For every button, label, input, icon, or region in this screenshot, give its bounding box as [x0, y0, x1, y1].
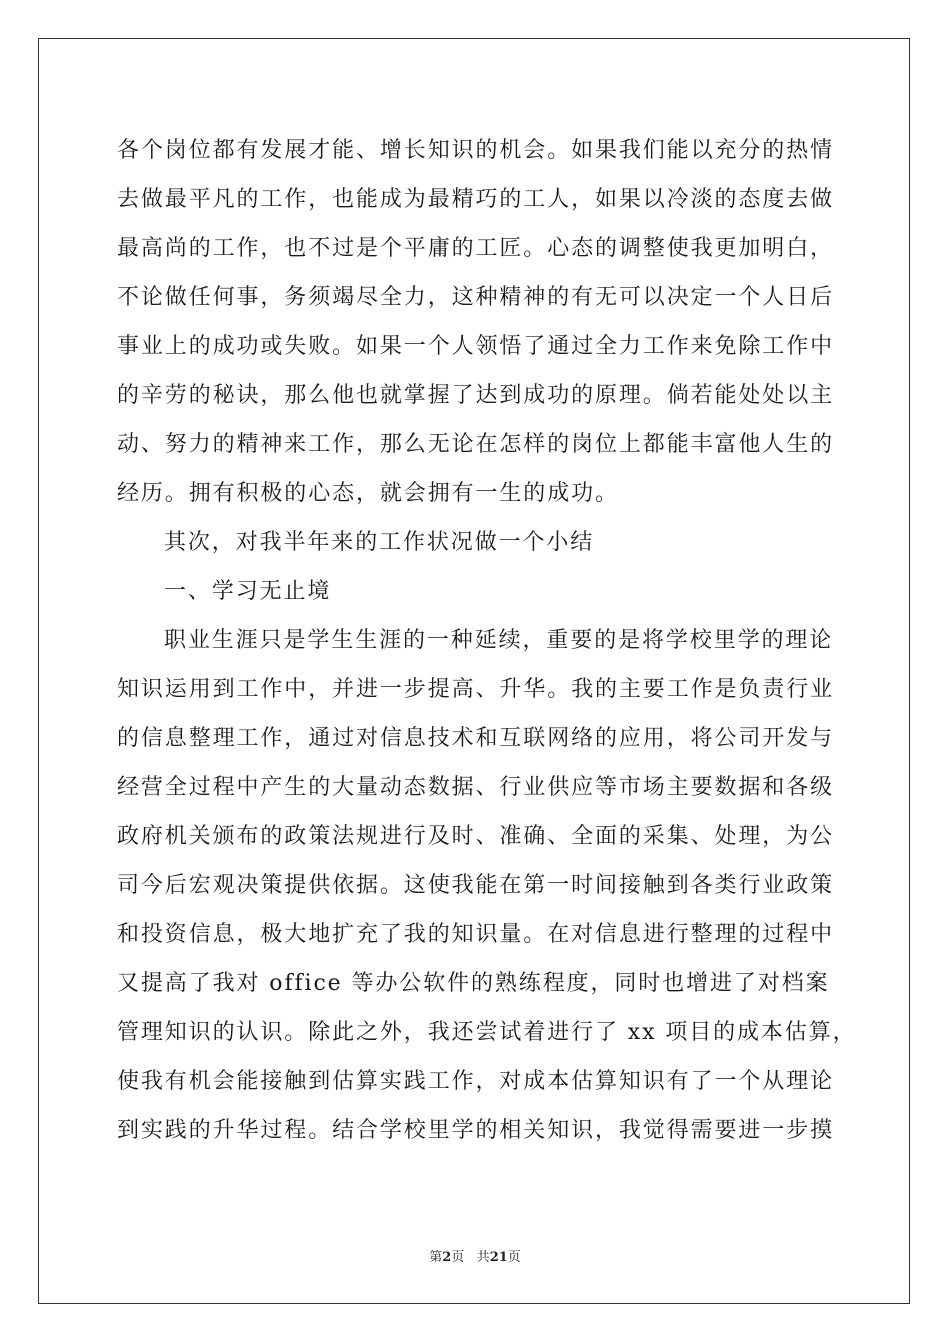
- total-prefix: 共: [476, 1250, 490, 1265]
- text-line: 和投资信息，极大地扩充了我的知识量。在对信息进行整理的过程中: [117, 922, 835, 947]
- text-line: 的信息整理工作，通过对信息技术和互联网络的应用，将公司开发与: [117, 726, 835, 751]
- page-footer: [0, 1246, 950, 1265]
- document-body: [117, 126, 857, 1155]
- text-line: 知识运用到工作中，并进一步提高、升华。我的主要工作是负责行业: [117, 677, 835, 702]
- text-line: 政府机关颁布的政策法规进行及时、准确、全面的采集、处理，为公: [117, 824, 835, 849]
- text-line: 的辛劳的秘诀，那么他也就掌握了达到成功的原理。倘若能处处以主: [117, 383, 835, 408]
- section-intro-line: 其次，对我半年来的工作状况做一个小结: [164, 530, 595, 555]
- text-line: 管理知识的认识。除此之外，我还尝试着进行了 xx 项目的成本估算，: [117, 1020, 857, 1045]
- text-line: 经营全过程中产生的大量动态数据、行业供应等市场主要数据和各级: [117, 775, 835, 800]
- total-suffix: 页: [507, 1250, 521, 1265]
- text-line: 去做最平凡的工作，也能成为最精巧的工人，如果以冷淡的态度去做: [117, 187, 835, 212]
- text-line: 到实践的升华过程。结合学校里学的相关知识，我觉得需要进一步摸: [117, 1118, 835, 1143]
- text-line: 事业上的成功或失败。如果一个人领悟了通过全力工作来免除工作中: [117, 334, 835, 359]
- page-prefix: 第: [429, 1250, 443, 1265]
- section-heading: 一、学习无止境: [164, 579, 332, 604]
- paragraph-first-line: 职业生涯只是学生生涯的一种延续，重要的是将学校里学的理论: [164, 628, 834, 653]
- total-pages: 21: [489, 1250, 508, 1265]
- page-suffix: 页: [451, 1250, 465, 1265]
- text-line: 又提高了我对 office 等办公软件的熟练程度，同时也增进了对档案: [117, 971, 830, 996]
- text-line: 动、努力的精神来工作，那么无论在怎样的岗位上都能丰富他人生的: [117, 432, 835, 457]
- text-line: 司今后宏观决策提供依据。这使我能在第一时间接触到各类行业政策: [117, 873, 835, 898]
- page-number: 2: [442, 1250, 452, 1265]
- text-line: 最高尚的工作，也不过是个平庸的工匠。心态的调整使我更加明白，: [117, 236, 835, 261]
- text-line: 各个岗位都有发展才能、增长知识的机会。如果我们能以充分的热情: [117, 138, 835, 163]
- text-line: 使我有机会能接触到估算实践工作，对成本估算知识有了一个从理论: [117, 1069, 835, 1094]
- text-line: 经历。拥有积极的心态，就会拥有一生的成功。: [117, 481, 619, 506]
- text-line: 不论做任何事，务须竭尽全力，这种精神的有无可以决定一个人日后: [117, 285, 835, 310]
